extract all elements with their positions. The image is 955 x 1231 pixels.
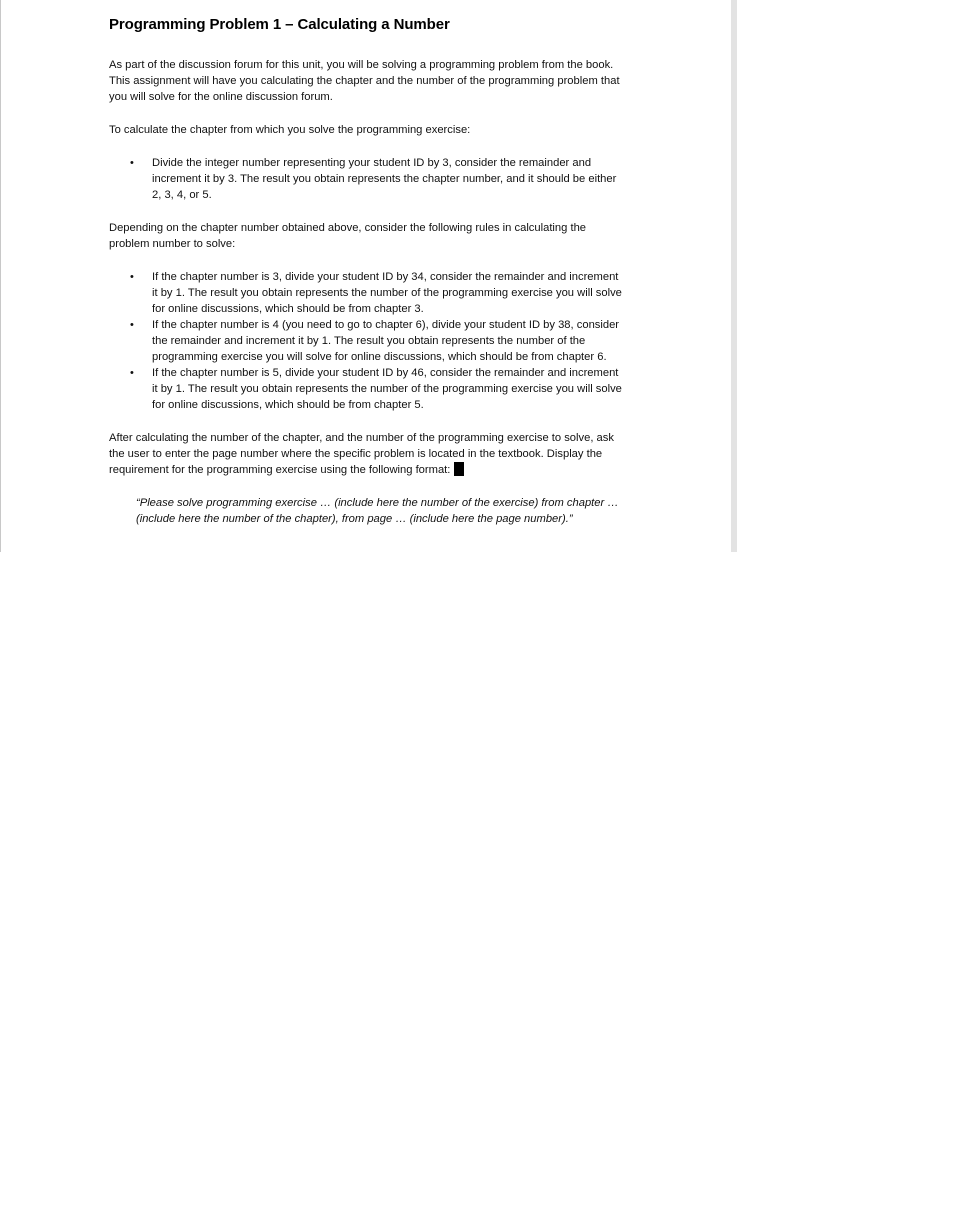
list-item-text: If the chapter number is 5, divide your student ID by 46, consider the remainder and increment it by 1. The result you obtain represents the number of the programming exercise you will solve for online discussions, which should be from chapter 5. (152, 367, 622, 411)
bullet-icon: • (130, 271, 134, 283)
bullet-icon: • (130, 319, 134, 331)
format-quote: “Please solve programming exercise … (include here the number of the exercise) from chapter … (include here the number of the chapter), from page … (include here the page number).” (136, 497, 619, 525)
intro-paragraph: As part of the discussion forum for this unit, you will be solving a programming problem from the book. This assignment will have you calculating the chapter and the number of the programming problem that you will solve for the online discussion forum. (109, 59, 620, 103)
chapter-rules-list (109, 155, 624, 203)
bullet-icon: • (130, 157, 134, 169)
list-item (109, 365, 624, 413)
document-page (0, 0, 733, 552)
problem-rules-list (109, 269, 624, 413)
list-item (109, 317, 624, 365)
list-item-text: Divide the integer number representing your student ID by 3, consider the remainder and increment it by 3. The result you obtain represents the chapter number, and it should be either 2, 3, 4, or 5. (152, 157, 617, 201)
list-item-text: If the chapter number is 4 (you need to go to chapter 6), divide your student ID by 38, consider the remainder and increment it by 1. The result you obtain represents the number of the programming exercise you will solve for online discussions, which should be from chapter 6. (152, 319, 620, 363)
vertical-scrollbar[interactable] (731, 0, 737, 552)
text-cursor (454, 462, 464, 476)
after-paragraph-text: After calculating the number of the chapter, and the number of the programming exercise to solve, ask the user to enter the page number where the specific problem is located in the textbook. Display the requirement for the programming exercise using the following format: (109, 432, 614, 476)
chapter-heading: To calculate the chapter from which you solve the programming exercise: (109, 124, 471, 136)
document-body[interactable] (109, 16, 624, 527)
list-item-text: If the chapter number is 3, divide your student ID by 34, consider the remainder and increment it by 1. The result you obtain represents the number of the programming exercise you will solve for online discussions, which should be from chapter 3. (152, 271, 622, 315)
bullet-icon: • (130, 367, 134, 379)
list-item (109, 155, 624, 203)
list-item (109, 269, 624, 317)
document-title: Programming Problem 1 – Calculating a Number (109, 16, 450, 33)
after-paragraph (109, 430, 624, 478)
problem-heading: Depending on the chapter number obtained above, consider the following rules in calculating the problem number to solve: (109, 222, 587, 250)
